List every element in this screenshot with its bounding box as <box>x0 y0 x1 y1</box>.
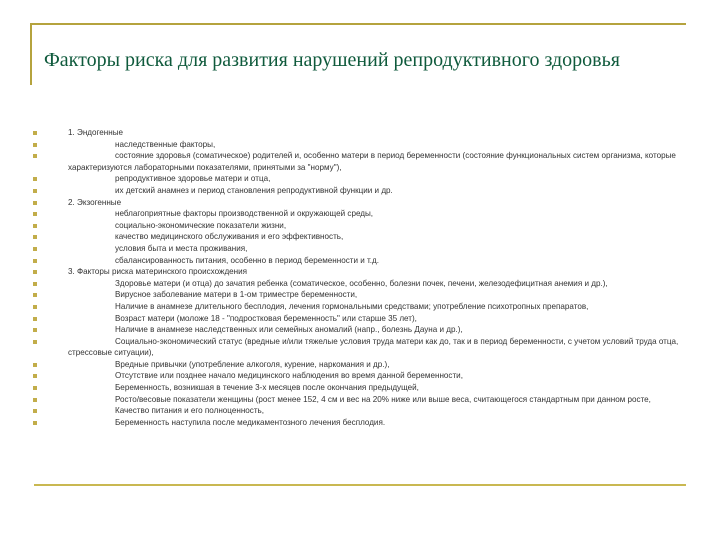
list-item <box>0 150 700 173</box>
square-bullet-icon <box>33 374 37 378</box>
square-bullet-icon <box>33 177 37 181</box>
list-item <box>0 382 700 394</box>
list-item-text: неблагоприятные факторы производственной и окружающей среды, <box>115 209 374 219</box>
list-item-text: Росто/весовые показатели женщины (рост менее 152, 4 см и вес на 20% ниже или выше веса, считающегося стандартным при данном росте, <box>115 394 651 404</box>
list-item-text: сбалансированность питания, особенно в период беременности и т.д. <box>115 255 380 265</box>
bullet-list <box>0 127 700 428</box>
list-item <box>0 289 700 301</box>
list-item <box>0 278 700 290</box>
list-item-text: социально-экономические показатели жизни, <box>115 220 287 230</box>
square-bullet-icon <box>33 328 37 332</box>
list-item <box>0 359 700 371</box>
list-item <box>0 243 700 255</box>
list-item-text: Отсутствие или позднее начало медицинского наблюдения во время данной беременности, <box>115 371 463 381</box>
list-item <box>0 405 700 417</box>
list-item <box>0 185 700 197</box>
list-item-text: Вирусное заболевание матери в 1-ом триместре беременности, <box>115 290 358 300</box>
list-item-text: Беременность, возникшая в течение 3-х месяцев после окончания предыдущей, <box>115 383 419 393</box>
square-bullet-icon <box>33 317 37 321</box>
list-item-text: условия быта и места проживания, <box>115 243 248 253</box>
list-item <box>0 417 700 429</box>
list-item-text: качество медицинского обслуживания и его эффективность, <box>115 232 344 242</box>
list-item-text: состояние здоровья (соматическое) родителей и, особенно матери в период беременности (состояние функциональных систем организма, которые характеризуются лабораторными показателями, принятыми за "норму"), <box>68 151 676 172</box>
square-bullet-icon <box>33 270 37 274</box>
list-item <box>0 313 700 325</box>
top-rule-divider <box>30 23 686 25</box>
square-bullet-icon <box>33 143 37 147</box>
list-item <box>0 336 700 359</box>
list-item <box>0 139 700 151</box>
bottom-rule-divider <box>34 484 686 486</box>
list-item <box>0 197 700 209</box>
list-item-text: Здоровье матери (и отца) до зачатия ребенка (соматическое, особенно, болезни почек, печени, железодефицитная анемия и др.), <box>115 278 608 288</box>
square-bullet-icon <box>33 154 37 158</box>
square-bullet-icon <box>33 224 37 228</box>
list-item-text: Социально-экономический статус (вредные и/или тяжелые условия труда матери как до, так и в период беременности, с учетом условий труда отца, стрессовые ситуации), <box>68 336 679 358</box>
list-item <box>0 231 700 243</box>
list-item <box>0 324 700 336</box>
list-item <box>0 173 700 185</box>
list-item-text: репродуктивное здоровье матери и отца, <box>115 174 271 184</box>
list-item-text: наследственные факторы, <box>115 139 216 149</box>
list-item <box>0 370 700 382</box>
list-item <box>0 208 700 220</box>
square-bullet-icon <box>33 409 37 413</box>
list-item <box>0 266 700 278</box>
square-bullet-icon <box>33 235 37 239</box>
list-item-text: 2. Экзогенные <box>68 197 122 207</box>
square-bullet-icon <box>33 282 37 286</box>
list-item-text: Возраст матери (моложе 18 - "подростковая беременность" или старше 35 лет), <box>115 313 417 323</box>
square-bullet-icon <box>33 259 37 263</box>
slide-title: Факторы риска для развития нарушений репродуктивного здоровья <box>44 49 620 71</box>
square-bullet-icon <box>33 363 37 367</box>
square-bullet-icon <box>33 293 37 297</box>
list-item-text: Вредные привычки (употребление алкоголя, курение, наркомания и др.), <box>115 359 390 369</box>
square-bullet-icon <box>33 398 37 402</box>
list-item-text: 3. Факторы риска материнского происхождения <box>68 267 248 277</box>
square-bullet-icon <box>33 247 37 251</box>
list-item-text: их детский анамнез и период становления репродуктивной функции и др. <box>115 185 393 195</box>
list-item <box>0 301 700 313</box>
left-rule-divider <box>30 23 32 85</box>
list-item-text: 1. Эндогенные <box>68 128 124 137</box>
list-item <box>0 394 700 406</box>
square-bullet-icon <box>33 340 37 344</box>
list-item-text: Беременность наступила после медикаментозного лечения бесплодия. <box>115 417 386 427</box>
square-bullet-icon <box>33 305 37 309</box>
list-item-text: Наличие в анамнезе длительного бесплодия, лечения гормональными средствами; употребление психотропных препаратов, <box>115 301 589 311</box>
list-item <box>0 255 700 267</box>
square-bullet-icon <box>33 201 37 205</box>
list-item-text: Наличие в анамнезе наследственных или семейных аномалий (напр., болезнь Дауна и др.), <box>115 325 463 335</box>
list-item <box>0 220 700 232</box>
list-item <box>0 127 700 139</box>
square-bullet-icon <box>33 212 37 216</box>
square-bullet-icon <box>33 131 37 135</box>
square-bullet-icon <box>33 421 37 425</box>
square-bullet-icon <box>33 386 37 390</box>
square-bullet-icon <box>33 189 37 193</box>
list-item-text: Качество питания и его полноценность, <box>115 406 265 416</box>
